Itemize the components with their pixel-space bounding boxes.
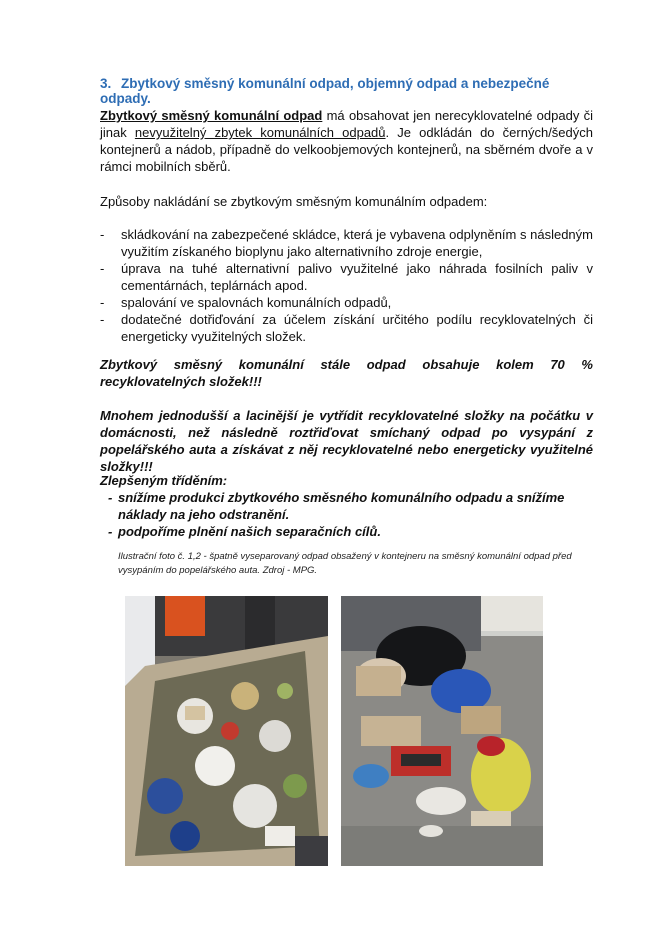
waste-photo-1 (125, 596, 328, 866)
list-item: - dodatečné dotřiďování za účelem získání určitého podílu recyklovatelných či energeticky využitelných složek. (100, 312, 593, 344)
intro-term: Zbytkový směsný komunální odpad (100, 108, 323, 123)
list-item: - spalování ve spalovnách komunálních odpadů, (100, 295, 392, 310)
section-heading (100, 76, 600, 106)
benefits-lead: Zlepšeným tříděním: (100, 473, 228, 488)
intro-paragraph (100, 107, 593, 175)
section-number: 3. (100, 76, 112, 91)
waste-photo-2 (341, 596, 543, 866)
list-item: - skládkování na zabezpečené skládce, která je vybavena odplyněním s následným využitím získaného bioplynu jako alternativního zdroje energie, (100, 227, 593, 259)
intro-text-a: má obsahovat jen nerecyklovatelné odpady či jinak (100, 108, 593, 140)
section-title: Zbytkový směsný komunální odpad, objemný odpad a nebezpečné odpady. (100, 76, 550, 106)
intro-text-b: . Je odkládán do černých/šedých kontejnerů a nádob, případně do velkoobjemových kontejnerů, na sběrném dvoře a v rámci mobilních sběrů. (100, 125, 593, 174)
waste-photo-1-image (125, 596, 328, 866)
note-recyclable-share: Zbytkový směsný komunální stále odpad obsahuje kolem 70 % recyklovatelných složek!!! (100, 357, 593, 389)
benefits-list (108, 489, 593, 540)
waste-photo-2-image (341, 596, 543, 866)
note-sort-at-home: Mnohem jednodušší a lacinější je vytřídit recyklovatelné složky na počátku v domácnosti, než následně roztřiďovat smíchaný odpad po vysypání z popelářského auta a získávat z něj recyklovatelné nebo energeticky využitelné složky!!! (100, 408, 593, 474)
methods-lead: Způsoby nakládání se zbytkovým směsným komunálním odpadem: (100, 194, 488, 209)
intro-underlined-phrase: nevyužitelný zbytek komunálních odpadů (134, 125, 386, 140)
methods-list (100, 226, 593, 345)
photo-caption: Ilustrační foto č. 1,2 - špatně vyseparovaný odpad obsažený v kontejneru na směsný komunální odpad před vysypáním do popelářského auta. Zdroj - MPG. (118, 551, 572, 576)
list-item: - snížíme produkci zbytkového směsného komunálního odpadu a snížíme náklady na jeho odstranění. (108, 490, 565, 522)
list-item: - podpoříme plnění našich separačních cílů. (108, 524, 381, 539)
list-item: - úprava na tuhé alternativní palivo využitelné jako náhrada fosilních paliv v cementárnách, teplárnách apod. (100, 261, 593, 293)
